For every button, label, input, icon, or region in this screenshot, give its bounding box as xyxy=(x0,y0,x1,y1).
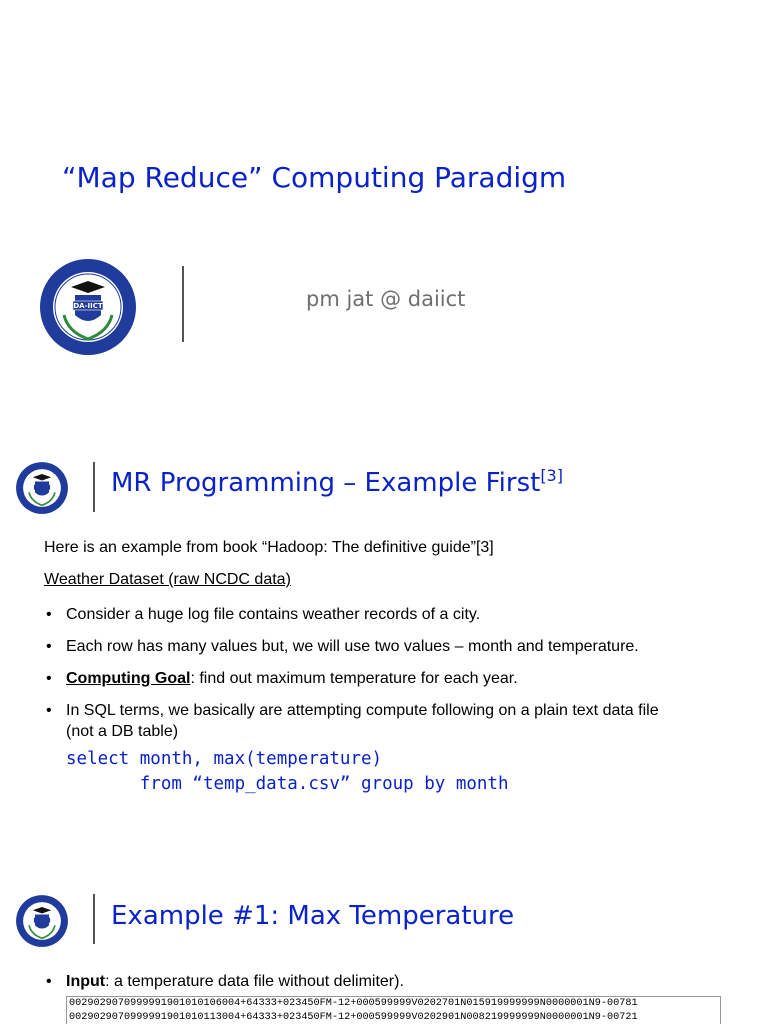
list-item: • Consider a huge log file contains weather records of a city. xyxy=(44,604,744,625)
daiict-logo-small-1 xyxy=(15,461,69,515)
raw-data-sample xyxy=(66,996,721,1024)
data-row: 0029029070999991901010113004+64333+023450FM-12+000599999V0202901N008219999999N0000001N9-00721 xyxy=(69,1012,638,1023)
data-row: 0029029070999991901010106004+64333+023450FM-12+000599999V0202701N015919999999N0000001N9-00781 xyxy=(69,998,638,1009)
slide-title-max-temperature: Example #1: Max Temperature xyxy=(111,901,515,931)
list-item: • Each row has many values but, we will use two values – month and temperature. xyxy=(44,636,744,657)
logo-text: DA-IICT xyxy=(73,302,103,310)
intro-text: Here is an example from book “Hadoop: The definitive guide”[3] xyxy=(44,539,494,556)
list-item: • Computing Goal: find out maximum temperature for each year. xyxy=(44,668,744,689)
title-reference: [3] xyxy=(540,466,563,485)
slide-title-mr-programming: MR Programming – Example First[3] xyxy=(111,466,563,498)
daiict-logo-large xyxy=(38,257,138,357)
slide2-divider xyxy=(93,462,95,512)
list-item: • Input: a temperature data file without delimiter). xyxy=(44,971,744,992)
code-line: select month, max(temperature) xyxy=(66,749,383,769)
sql-code-block xyxy=(66,747,509,797)
title-divider xyxy=(182,266,184,342)
slide3-divider xyxy=(93,894,95,944)
slide2-bullet-list xyxy=(44,604,744,742)
author-line: pm jat @ daiict xyxy=(306,287,466,311)
list-item: • In SQL terms, we basically are attempting compute following on a plain text data file (not a DB table) xyxy=(44,700,744,742)
dataset-heading: Weather Dataset (raw NCDC data) xyxy=(44,571,291,588)
daiict-logo-small-2 xyxy=(15,894,69,948)
slide3-bullet-list xyxy=(44,971,744,992)
code-line: from “temp_data.csv” group by month xyxy=(66,774,509,794)
slide-title-map-reduce: “Map Reduce” Computing Paradigm xyxy=(62,161,567,194)
